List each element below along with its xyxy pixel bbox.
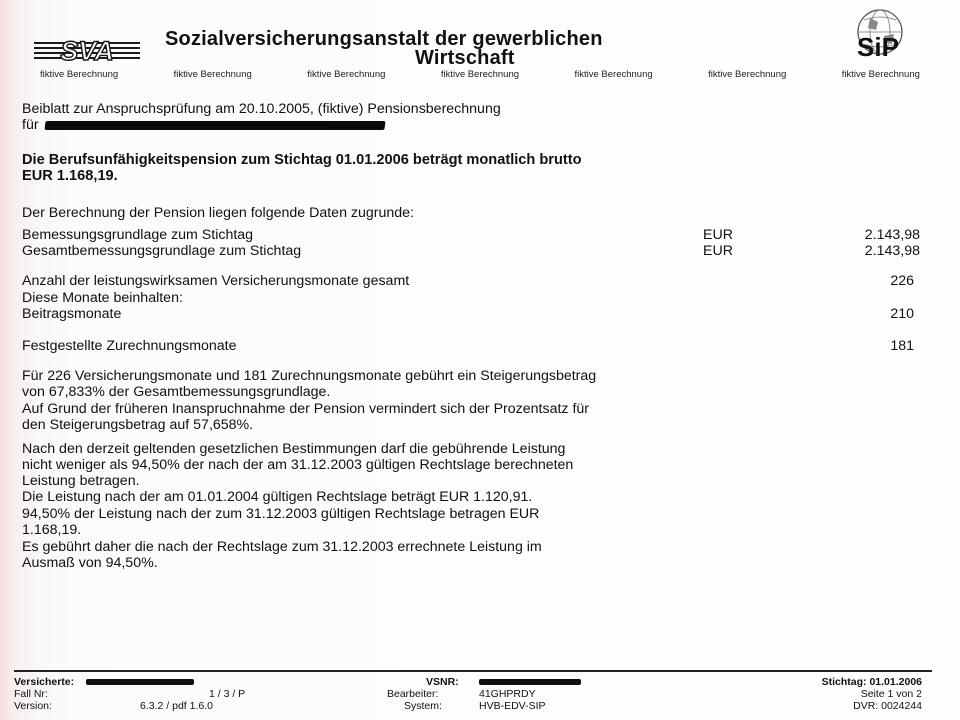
intro-line1: Beiblatt zur Anspruchsprüfung am 20.10.2005, (fiktive) Pensionsberechnung — [22, 101, 501, 117]
clerk-value: 41GHPRDY — [479, 688, 536, 700]
base-row — [22, 227, 922, 243]
version-label: Version: — [14, 700, 52, 712]
attrib-months-label: Festgestellte Zurechnungsmonate — [22, 338, 237, 354]
paragraph2-line1: Nach den derzeit geltenden gesetzlichen Bestimmungen darf die gebührende Leistung — [22, 441, 566, 457]
redacted-insured-name — [86, 679, 194, 685]
intro-for-label: für — [22, 117, 39, 133]
contrib-months-row — [22, 306, 922, 322]
case-number-label: Fall Nr: — [14, 688, 48, 700]
fiktive-label: fiktive Berechnung — [307, 69, 386, 80]
insured-label: Versicherte: — [14, 676, 75, 688]
attrib-months-value: 181 — [890, 338, 914, 354]
base-amount: 2.143,98 — [864, 227, 920, 243]
organization-title — [165, 30, 825, 68]
clerk-label: Bearbeiter: — [387, 688, 439, 700]
fiktive-berechnung-row — [40, 69, 920, 80]
months-includes-label: Diese Monate beinhalten: — [22, 290, 183, 306]
paragraph5-line1: Es gebührt daher die nach der Rechtslage zum 31.12.2003 errechnete Leistung im — [22, 539, 542, 555]
base-amount: 2.143,98 — [864, 243, 920, 259]
sva-logo-text: SVA — [60, 36, 114, 66]
fiktive-label: fiktive Berechnung — [40, 69, 119, 80]
paragraph4-line1: 94,50% der Leistung nach der zum 31.12.2003 gültigen Rechtslage betragen EUR — [22, 506, 540, 522]
paragraph3: Die Leistung nach der am 01.01.2004 gültigen Rechtslage beträgt EUR 1.120,91. — [22, 489, 533, 505]
months-includes-row — [22, 290, 922, 306]
org-title-line1: Sozialversicherungsanstalt der gewerblichen — [165, 28, 603, 50]
paragraph1-line2: von 67,833% der Gesamtbemessungsgrundlage. — [22, 384, 331, 400]
months-total-label: Anzahl der leistungswirksamen Versicherungsmonate gesamt — [22, 273, 410, 289]
fiktive-label: fiktive Berechnung — [173, 69, 252, 80]
case-number-value: 1 / 3 / P — [209, 688, 246, 700]
system-value: HVB-EDV-SIP — [479, 700, 546, 712]
page-indicator: Seite 1 von 2 — [860, 688, 922, 700]
attrib-months-row — [22, 338, 922, 354]
months-total-row — [22, 273, 922, 289]
sip-logo-text: SiP — [857, 32, 899, 62]
vsnr-label: VSNR: — [426, 676, 459, 688]
paragraph1-line4: den Steigerungsbetrag auf 57,658%. — [22, 417, 254, 433]
dvr-number: DVR: 0024244 — [853, 700, 922, 712]
fiktive-label: fiktive Berechnung — [574, 69, 653, 80]
fiktive-label: fiktive Berechnung — [440, 69, 520, 80]
base-currency: EUR — [703, 227, 733, 243]
contrib-months-value: 210 — [890, 306, 914, 322]
summary-line1: Die Berufsunfähigkeitspension zum Stichtag 01.01.2006 beträgt monatlich brutto — [22, 152, 582, 168]
fiktive-label: fiktive Berechnung — [708, 69, 787, 80]
base-currency: EUR — [703, 243, 733, 259]
paragraph5-line2: Ausmaß von 94,50%. — [22, 555, 158, 571]
paragraph1-line1: Für 226 Versicherungsmonate und 181 Zurechnungsmonate gebührt ein Steigerungsbetrag — [22, 368, 597, 384]
document-footer — [14, 676, 932, 716]
summary-line2: EUR 1.168,19. — [22, 168, 118, 184]
paragraph2-line3: Leistung betragen. — [22, 473, 140, 489]
sva-logo — [34, 36, 140, 66]
fiktive-label: fiktive Berechnung — [841, 69, 920, 80]
paragraph4-line2: 1.168,19. — [22, 522, 82, 538]
base-label: Gesamtbemessungsgrundlage zum Stichtag — [22, 243, 302, 259]
base-label: Bemessungsgrundlage zum Stichtag — [22, 227, 254, 243]
intro-line2 — [22, 117, 385, 133]
months-total-value: 226 — [890, 273, 914, 289]
footer-divider — [14, 670, 932, 672]
redacted-name — [44, 121, 385, 130]
base-row — [22, 243, 922, 259]
paragraph1-line3: Auf Grund der früheren Inanspruchnahme der Pension vermindert sich der Prozentsatz für — [22, 401, 590, 417]
version-value: 6.3.2 / pdf 1.6.0 — [140, 700, 213, 712]
sip-logo — [822, 6, 930, 64]
reference-date: Stichtag: 01.01.2006 — [821, 676, 922, 688]
org-title-line2: Wirtschaft — [415, 47, 515, 69]
paragraph2-line2: nicht weniger als 94,50% der nach der am 31.12.2003 gültigen Rechtslage berechneten — [22, 457, 574, 473]
redacted-vsnr — [479, 679, 581, 685]
system-label: System: — [404, 700, 442, 712]
contrib-months-label: Beitragsmonate — [22, 306, 122, 322]
data-intro: Der Berechnung der Pension liegen folgende Daten zugrunde: — [22, 205, 415, 221]
